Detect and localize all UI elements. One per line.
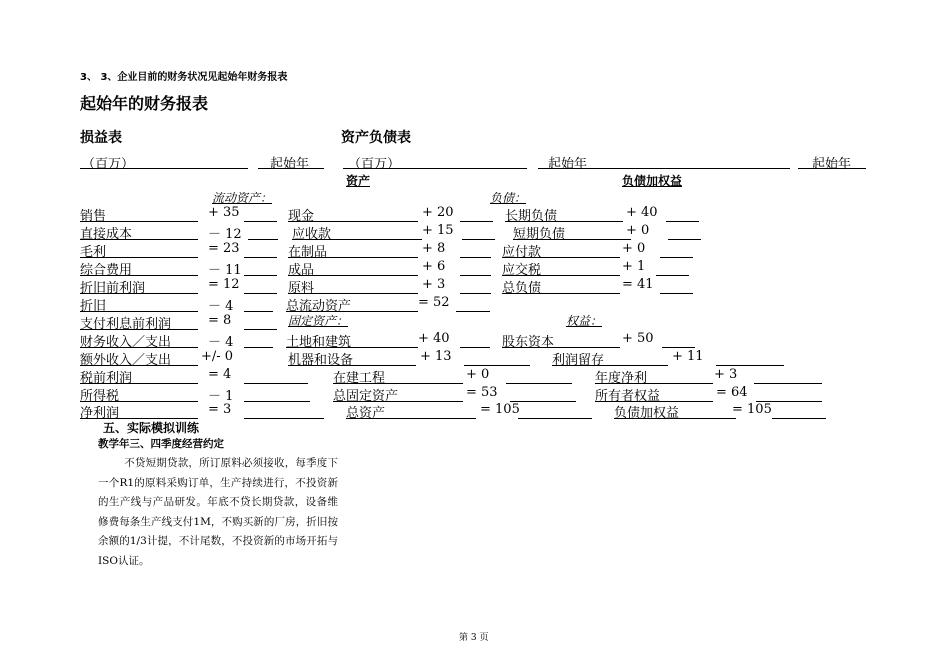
income-row-label: 额外收入／支出 [80,353,172,368]
income-row-label: 所得税 [80,389,120,404]
asset-row-value: + 13 [420,349,452,364]
liab-row-label: 负债加权益 [614,406,680,421]
liab-row-value: + 0 [622,241,646,256]
income-row-label: 净利润 [80,406,120,421]
asset-row-label: 在建工程 [333,371,386,386]
liab-row-label: 长期负债 [505,209,558,224]
asset-row-label: 在制品 [288,245,328,260]
asset-row-label: 总固定资产 [333,389,399,404]
income-row-label: 毛利 [80,245,107,260]
liab-row-label: 应交税 [502,263,542,278]
year-mid: 起始年 [548,157,588,172]
main-title: 起始年的财务报表 [80,94,209,113]
asset-row-label: 现金 [288,209,315,224]
income-row-label: 综合费用 [80,263,133,278]
income-row-value: + 35 [208,205,240,220]
liab-row-value: + 0 [626,223,650,238]
asset-row-label: 机器和设备 [288,353,354,368]
header-note: 3、 3、企业目前的财务状况见起始年财务报表 [80,72,288,83]
income-row-label: 直接成本 [80,227,133,242]
page-footer: 第 3 页 [459,633,489,643]
asset-row-label: 应收款 [292,227,332,242]
asset-row-label: 土地和建筑 [286,335,352,350]
liab-row-value: + 40 [626,205,658,220]
asset-row-label: 原料 [288,281,315,296]
liabilities-label: 负债： [490,191,527,205]
liab-row-label: 应付款 [502,245,542,260]
liab-row-value: = 41 [622,277,654,292]
liab-row-label: 所有者权益 [595,389,661,404]
asset-row-value: + 0 [466,367,490,382]
asset-row-label: 总资产 [346,406,386,421]
income-row-value: = 12 [208,277,240,292]
asset-row-value: = 53 [466,385,498,400]
income-row-label: 折旧 [80,299,107,314]
paragraph [98,454,338,571]
liab-row-label: 股东资本 [502,335,555,350]
fixed-assets-label: 固定资产： [288,314,349,328]
asset-row-value: = 105 [480,402,520,417]
current-assets-label: 流动资产： [212,191,273,205]
section-title: 五、实际模拟训练 [103,421,200,435]
liab-row-label: 短期负债 [513,227,566,242]
liab-row-value: + 1 [622,259,646,274]
income-row-label: 销售 [80,209,107,224]
income-row-value: － 11 [208,263,242,278]
paragraph-text: 不贷短期贷款，所订原料必须接收，每季度下一个R1的原料采购订单，生产持续进行，不投资新的生产线与产品研发。年底不贷长期贷款，设备维修费每条生产线支付1M，不购买新的厂房，折旧按余额的1/3计提，不计尾数，不投资新的市场开拓与ISO认证。 [98,457,338,567]
asset-row-value: + 8 [422,241,446,256]
asset-row-value: + 20 [422,205,454,220]
income-row-label: 折旧前利润 [80,281,146,296]
equity-label: 权益： [566,314,603,328]
liab-row-label: 利润留存 [552,353,605,368]
income-row-value: － 1 [208,389,234,404]
income-row-value: = 8 [208,313,232,328]
asset-row-value: = 52 [418,295,450,310]
income-row-value: = 23 [208,241,240,256]
liab-row-label: 年度净利 [595,371,648,386]
liab-row-value: + 50 [622,331,654,346]
income-row-value: +/- 0 [201,349,234,364]
liab-row-value: = 64 [716,385,748,400]
year-right: 起始年 [812,157,852,172]
unit-left: （百万） [82,157,135,172]
liab-row-value: + 11 [672,349,704,364]
sub-title: 教学年三、四季度经营约定 [98,438,224,450]
asset-row-label: 成品 [288,263,315,278]
year-left: 起始年 [270,157,310,172]
asset-row-label: 总流动资产 [286,299,352,314]
income-row-label: 财务收入／支出 [80,335,172,350]
income-row-value: － 4 [208,299,234,314]
income-row-value: = 3 [208,402,232,417]
asset-row-value: + 40 [418,331,450,346]
income-row-value: － 12 [208,227,242,242]
liab-header: 负债加权益 [622,174,683,188]
asset-row-value: + 15 [422,223,454,238]
assets-header: 资产 [346,174,371,188]
income-row-value: = 4 [208,367,232,382]
liab-row-label: 总负债 [502,281,542,296]
unit-mid: （百万） [348,157,401,172]
income-title: 损益表 [80,130,122,146]
asset-row-value: + 3 [422,277,446,292]
income-row-label: 税前利润 [80,371,133,386]
liab-row-value: + 3 [714,367,738,382]
balance-title: 资产负债表 [341,130,411,146]
income-row-value: － 4 [208,335,234,350]
liab-row-value: = 105 [732,402,772,417]
income-row-label: 支付利息前利润 [80,317,172,332]
asset-row-value: + 6 [422,259,446,274]
